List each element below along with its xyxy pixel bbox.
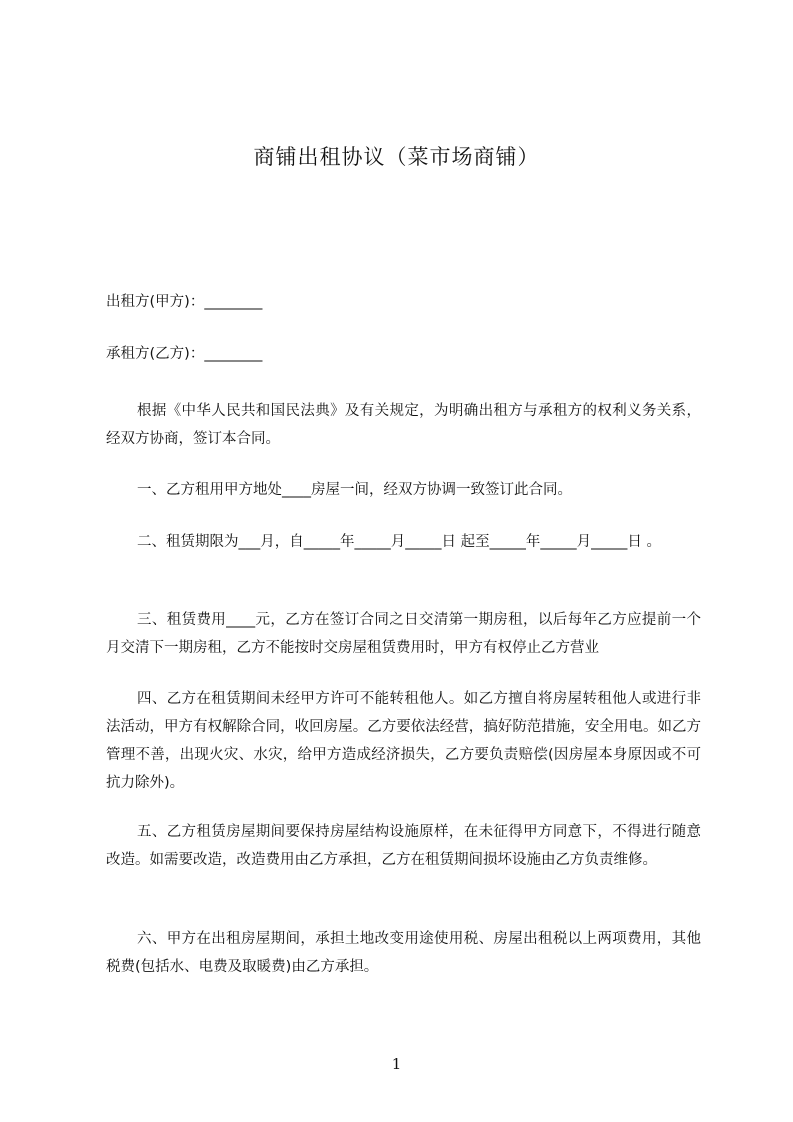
lessor-line: 出租方(甲方)：________ xyxy=(106,294,263,310)
clause-4: 四、乙方在租赁期间未经甲方许可不能转租他人。如乙方擅自将房屋转租他人或进行非法活动，甲方有权解除合同，收回房屋。乙方要依法经营，搞好防范措施，安全用电。如乙方管理不善，出现火灾、水灾，给甲方造成经济损失，乙方要负责赔偿(因房屋本身原因或不可抗力除外)。 xyxy=(106,691,701,791)
clause-5: 五、乙方租赁房屋期间要保持房屋结构设施原样，在未征得甲方同意下，不得进行随意改造。如需要改造，改造费用由乙方承担，乙方在租赁期间损坏设施由乙方负责维修。 xyxy=(106,824,701,868)
clause-6: 六、甲方在出租房屋期间，承担土地改变用途使用税、房屋出租税以上两项费用，其他税费(包括水、电费及取暖费)由乙方承担。 xyxy=(106,931,701,975)
lessee-line: 承租方(乙方)：________ xyxy=(106,346,263,362)
clause-1: 一、乙方租用甲方地处____房屋一间，经双方协调一致签订此合同。 xyxy=(137,482,572,498)
clause-2: 二、租赁期限为___月，自_____年_____月_____日 起至_____年_____月_____日 。 xyxy=(137,534,661,550)
clause-3: 三、租赁费用____元，乙方在签订合同之日交清第一期房租，以后每年乙方应提前一个月交清下一期房租，乙方不能按时交房屋租赁费用时，甲方有权停止乙方营业 xyxy=(106,612,701,656)
page-number: 1 xyxy=(391,1055,402,1073)
document-title: 商铺出租协议（菜市场商铺） xyxy=(253,145,540,169)
intro-paragraph: 根据《中华人民共和国民法典》及有关规定，为明确出租方与承租方的权利义务关系，经双方协商，签订本合同。 xyxy=(106,403,701,447)
